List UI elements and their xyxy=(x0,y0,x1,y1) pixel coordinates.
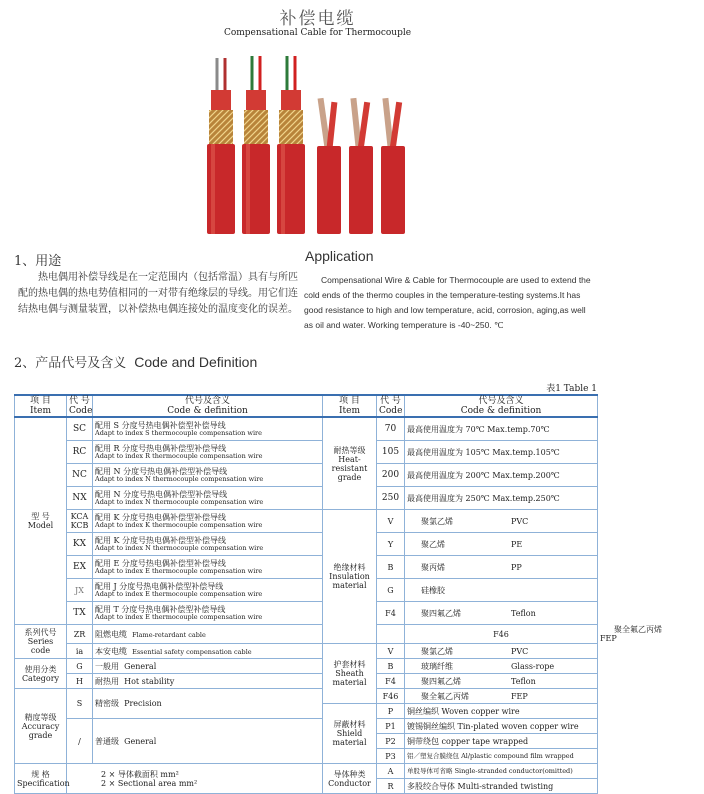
model-definition: 配用 N 分度号热电偶补偿型补偿导线 Adapt to index N thermocouple compensation wire xyxy=(93,487,323,510)
model-label: 型 号 Model xyxy=(15,417,67,625)
insulation-definition: 硅橡胶 xyxy=(405,579,598,602)
insulation-code: G xyxy=(377,579,405,602)
accuracy-code: S xyxy=(67,689,93,719)
shield-label: 屏蔽材料 Shield material xyxy=(323,704,377,764)
category-label: 使用分类 Category xyxy=(15,659,67,689)
shielded-cable-1 xyxy=(207,58,235,234)
model-code: NC xyxy=(67,464,93,487)
model-code: JX xyxy=(67,579,93,602)
accuracy-code: / xyxy=(67,719,93,764)
model-definition: 配用 E 分度号热电偶补偿型补偿导线 Adapt to index E thermocouple compensation wire xyxy=(93,556,323,579)
insulation-definition: 聚四氟乙烯 Teflon xyxy=(405,602,598,625)
heat-label: 耐热等级 Heat-resistant grade xyxy=(323,417,377,510)
header-code-right: 代 号 Code xyxy=(377,395,405,417)
table-row xyxy=(15,764,598,779)
shield-definition: 铜丝编织 Woven copper wire xyxy=(405,704,598,719)
heat-definition: 最高使用温度为 105℃ Max.temp.105℃ xyxy=(405,441,598,464)
conductor-definition: 单股导体可省略 Single-stranded conductor(omitted) xyxy=(405,764,598,779)
section1-heading-zh: 1、用途 xyxy=(14,254,62,269)
table-row xyxy=(15,674,598,689)
shield-code: P3 xyxy=(377,749,405,764)
insulation-definition: 聚丙烯 PP xyxy=(405,556,598,579)
header-code: 代 号 Code xyxy=(67,395,93,417)
accuracy-definition: 精密级 Precision xyxy=(93,689,323,719)
shield-definition: 镀锡铜丝编织 Tin-plated woven copper wire xyxy=(405,719,598,734)
conductor-code: A xyxy=(377,764,405,779)
accuracy-label: 精度等级 Accuracy grade xyxy=(15,689,67,764)
sheath-code: F46 xyxy=(377,689,405,704)
series-code: ZR xyxy=(67,625,93,644)
insulation-definition: 聚乙烯 PE xyxy=(405,533,598,556)
sheath-definition: 聚全氟乙丙烯 FEP xyxy=(405,689,598,704)
model-code: EX xyxy=(67,556,93,579)
unshielded-cable-3 xyxy=(381,98,405,234)
insulation-label: 绝缘材料 Insulation material xyxy=(323,510,377,644)
insulation-code: V xyxy=(377,510,405,533)
sheath-code: B xyxy=(377,659,405,674)
header-item-right: 项 目 Item xyxy=(323,395,377,417)
conductor-definition: 多股绞合导体 Multi-stranded twisting xyxy=(405,779,598,794)
shield-definition: 铜带绕包 copper tape wrapped xyxy=(405,734,598,749)
model-code: TX xyxy=(67,602,93,625)
series-label: 系列代号 Series code xyxy=(15,625,67,659)
heat-definition: 最高使用温度为 70℃ Max.temp.70℃ xyxy=(405,417,598,441)
table-row xyxy=(15,556,598,579)
heat-code: 200 xyxy=(377,464,405,487)
series-code: ia xyxy=(67,644,93,659)
conductor-code: R xyxy=(377,779,405,794)
insulation-code: F4 xyxy=(377,602,405,625)
sheath-label: 护套材料 Sheath material xyxy=(323,644,377,704)
code-definition-table xyxy=(14,394,662,791)
section2-heading-zh: 2、产品代号及含义 xyxy=(14,356,127,371)
table-row xyxy=(15,689,598,704)
table-row xyxy=(15,464,598,487)
series-definition: 阻燃电缆 Flame-retardant cable xyxy=(93,625,323,644)
sheath-definition: 聚氯乙烯 PVC xyxy=(405,644,598,659)
conductor-label: 导体种类 Conductor xyxy=(323,764,377,794)
category-definition: 耐热用 Hot stability xyxy=(93,674,323,689)
table-row xyxy=(15,441,598,464)
model-code: KCA KCB xyxy=(67,510,93,533)
table-row xyxy=(15,659,598,674)
insulation-definition: 聚氯乙烯 PVC xyxy=(405,510,598,533)
category-code: G xyxy=(67,659,93,674)
heat-code: 250 xyxy=(377,487,405,510)
spec-label: 规 格 Specification xyxy=(15,764,67,794)
section1-heading-en: Application xyxy=(305,248,374,264)
model-definition: 配用 J 分度号热电偶补偿型补偿导线 Adapt to index E thermocouple compensation wire xyxy=(93,579,323,602)
unshielded-cable-2 xyxy=(349,98,373,234)
cable-product-photo xyxy=(205,50,430,240)
insulation-code: B xyxy=(377,556,405,579)
page-title: 补偿电缆 xyxy=(279,9,356,29)
model-definition: 配用 T 分度号热电偶补偿型补偿导线 Adapt to index E thermocouple compensation wire xyxy=(93,602,323,625)
insulation-code: Y xyxy=(377,533,405,556)
section1-text-zh: 热电偶用补偿导线是在一定范围内（包括常温）具有与所匹配的热电偶的热电势值相同的一对带有绝缘层的导线。用它们连结热电偶与测量装置，以补偿热电偶连接处的温度变化的误差。 xyxy=(18,272,298,315)
header-definition-right: 代号及含义 Code & definition xyxy=(405,395,598,417)
table-row xyxy=(15,533,598,556)
table-row xyxy=(15,644,598,659)
header-definition: 代号及含义 Code & definition xyxy=(93,395,323,417)
heat-definition: 最高使用温度为 250℃ Max.temp.250℃ xyxy=(405,487,598,510)
shielded-cable-3 xyxy=(277,56,305,234)
shield-code: P2 xyxy=(377,734,405,749)
model-definition: 配用 K 分度号热电偶补偿型补偿导线 Adapt to index N thermocouple compensation wire xyxy=(93,533,323,556)
table-row xyxy=(15,719,598,734)
table-row xyxy=(15,579,598,602)
sheath-code: F4 xyxy=(377,674,405,689)
section2-heading xyxy=(14,352,257,371)
table-header-row xyxy=(15,395,598,417)
heat-definition: 最高使用温度为 200℃ Max.temp.200℃ xyxy=(405,464,598,487)
series-definition: 本安电缆 Essential safety compensation cable xyxy=(93,644,323,659)
insulation-label-cont xyxy=(377,625,405,644)
sheath-definition: 玻璃纤维 Glass-rope xyxy=(405,659,598,674)
insulation-code: F46 xyxy=(405,625,598,644)
section1-text-en: Compensational Wire & Cable for Thermocouple are used to extend the cold ends of the thermo couples in the temperature-testing systems.It has good resistance to high and low temperature, acid, corrosion, aging,as well as oil and water. Working temperature is -40~250. ℃ xyxy=(304,275,591,330)
page-subtitle: Compensational Cable for Thermocouple xyxy=(223,28,412,38)
sheath-definition: 聚四氟乙烯 Teflon xyxy=(405,674,598,689)
unshielded-cable-1 xyxy=(317,98,341,234)
table-row xyxy=(15,417,598,441)
model-definition: 配用 S 分度号热电偶补偿型补偿导线 Adapt to index S thermocouple compensation wire xyxy=(93,417,323,441)
model-definition: 配用 R 分度号热电偶补偿型补偿导线 Adapt to index R thermocouple compensation wire xyxy=(93,441,323,464)
category-definition: 一般用 General xyxy=(93,659,323,674)
sheath-code: V xyxy=(377,644,405,659)
table-row xyxy=(15,487,598,510)
section2-heading-en: Code and Definition xyxy=(134,354,258,370)
category-code: H xyxy=(67,674,93,689)
heat-code: 105 xyxy=(377,441,405,464)
shield-code: P1 xyxy=(377,719,405,734)
table-row: 系列代号 Series code ZR 阻燃电缆 Flame-retardant cable F46 聚全氟乙丙烯FEP xyxy=(15,625,598,644)
shielded-cable-2 xyxy=(242,56,270,234)
accuracy-definition: 普通级 General xyxy=(93,719,323,764)
model-code: NX xyxy=(67,487,93,510)
header-item: 项 目 Item xyxy=(15,395,67,417)
model-code: RC xyxy=(67,441,93,464)
model-definition: 配用 N 分度号热电偶补偿型补偿导线 Adapt to index N thermocouple compensation wire xyxy=(93,464,323,487)
model-code: SC xyxy=(67,417,93,441)
model-definition: 配用 K 分度号热电偶补偿型补偿导线 Adapt to index K thermocouple compensation wire xyxy=(93,510,323,533)
model-code: KX xyxy=(67,533,93,556)
shield-definition: 铝／塑复合膜绕包 Al/plastic compound film wrapped xyxy=(405,749,598,764)
heat-code: 70 xyxy=(377,417,405,441)
spec-definition: 2 × 导体截面积 mm² 2 × Sectional area mm² xyxy=(67,764,323,794)
table-caption: 表1 Table 1 xyxy=(546,384,597,394)
shield-code: P xyxy=(377,704,405,719)
table-row xyxy=(15,602,598,625)
table-row xyxy=(15,510,598,533)
